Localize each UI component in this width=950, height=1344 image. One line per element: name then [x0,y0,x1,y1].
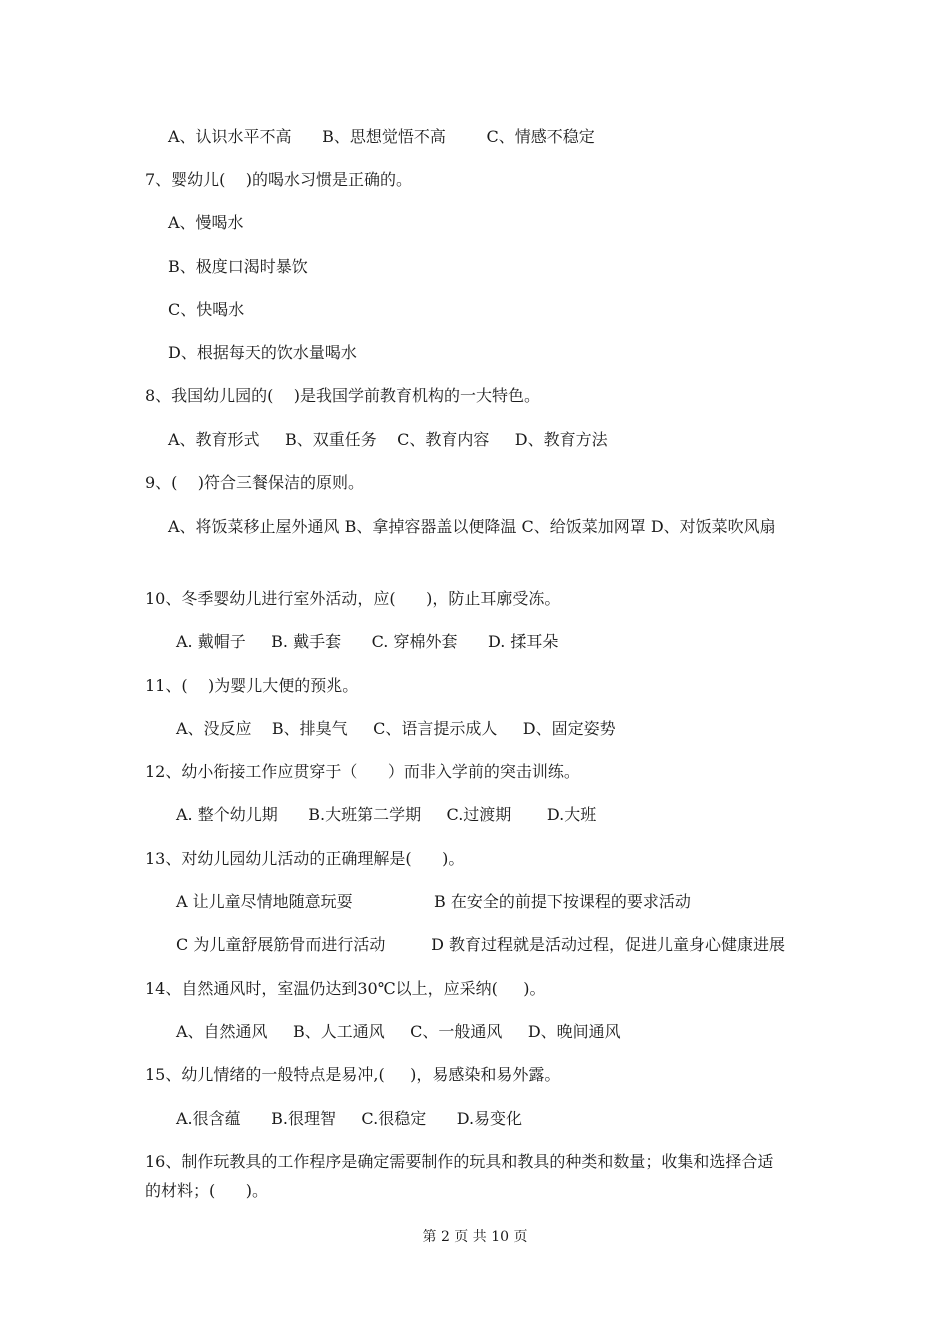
question-7: 7、婴幼儿( )的喝水习惯是正确的。 [145,170,413,189]
question-9: 9、( )符合三餐保洁的原则。 [145,473,365,492]
q7-option-d: D、根据每天的饮水量喝水 [168,343,357,362]
q7-option-c: C、快喝水 [168,300,245,319]
question-16-line-2: 的材料；( )。 [145,1181,269,1200]
question-14: 14、自然通风时，室温仍达到30℃以上，应采纳( )。 [145,979,546,998]
question-10: 10、冬季婴幼儿进行室外活动，应( )，防止耳廓受冻。 [145,589,561,608]
q14-options: A、自然通风 B、人工通风 C、一般通风 D、晚间通风 [176,1022,621,1041]
q12-options: A. 整个幼儿期 B.大班第二学期 C.过渡期 D.大班 [176,805,597,824]
question-11: 11、( )为婴儿大便的预兆。 [145,676,359,695]
q6-options: A、认识水平不高 B、思想觉悟不高 C、情感不稳定 [168,127,595,146]
question-13: 13、对幼儿园幼儿活动的正确理解是( )。 [145,849,465,868]
q11-options: A、没反应 B、排臭气 C、语言提示成人 D、固定姿势 [176,719,616,738]
question-12: 12、幼小衔接工作应贯穿于（ ）而非入学前的突击训练。 [145,762,580,781]
q8-options: A、教育形式 B、双重任务 C、教育内容 D、教育方法 [168,430,608,449]
q13-options-ab: A 让儿童尽情地随意玩耍 B 在安全的前提下按课程的要求活动 [176,892,691,911]
q7-option-b: B、极度口渴时暴饮 [168,257,308,276]
question-8: 8、我国幼儿园的( )是我国学前教育机构的一大特色。 [145,386,541,405]
page-footer: 第 2 页 共 10 页 [422,1229,528,1245]
q9-options: A、将饭菜移止屋外通风 B、拿掉容器盖以便降温 C、给饭菜加网罩 D、对饭菜吹风扇 [168,517,776,536]
q10-options: A. 戴帽子 B. 戴手套 C. 穿棉外套 D. 揉耳朵 [176,632,559,651]
q15-options: A.很含蕴 B.很理智 C.很稳定 D.易变化 [176,1109,523,1128]
question-16-line-1: 16、制作玩教具的工作程序是确定需要制作的玩具和教具的种类和数量；收集和选择合适 [145,1152,774,1171]
q13-options-cd: C 为儿童舒展筋骨而进行活动 D 教育过程就是活动过程，促进儿童身心健康进展 [176,935,786,954]
q7-option-a: A、慢喝水 [168,213,244,232]
question-15: 15、幼儿情绪的一般特点是易冲,( )，易感染和易外露。 [145,1065,561,1084]
